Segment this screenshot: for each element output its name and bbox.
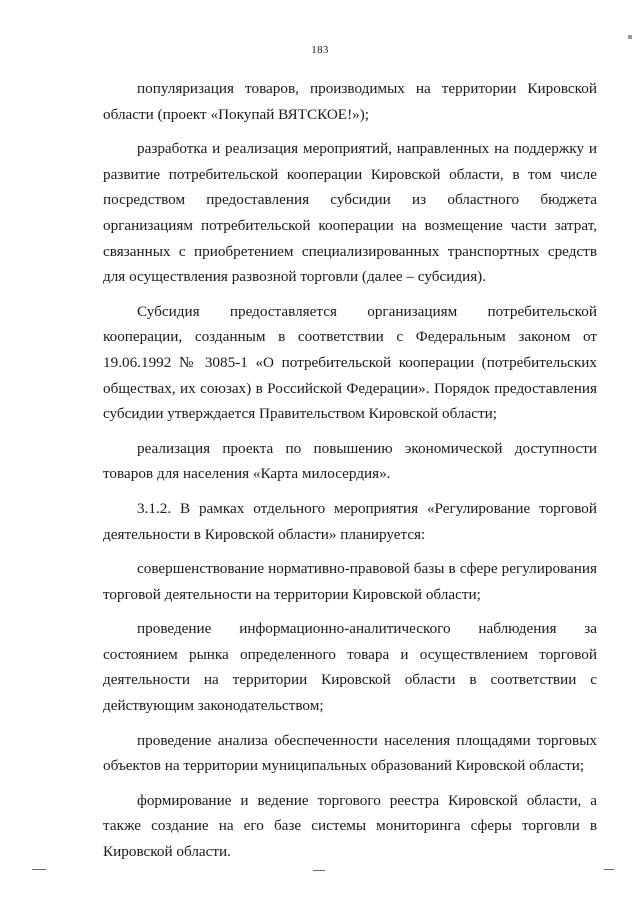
- paragraph-market-monitoring: проведение информационно-аналитического наблюдения за состоянием рынка определенного товара и осуществлением торговой деятельности на территории Кировской области в соответствии с действующим законодательством;: [103, 620, 597, 715]
- document-body: [103, 76, 597, 865]
- page-number: 183: [311, 44, 329, 56]
- paragraph-trade-register: формирование и ведение торгового реестра Кировской области, а также создание на его базе системы мониторинга сферы торговли в Кировской области.: [103, 791, 597, 861]
- scan-artifact: [313, 870, 325, 871]
- paragraph-mercy-card: реализация проекта по повышению экономической доступности товаров для населения «Карта милосердия».: [103, 439, 597, 483]
- scan-artifact: [628, 35, 632, 39]
- paragraph-retail-space-analysis: проведение анализа обеспеченности населения площадями торговых объектов на территории муниципальных образований Кировской области;: [103, 731, 597, 775]
- scan-artifact: [32, 869, 46, 870]
- paragraph-subsidy: Субсидия предоставляется организациям потребительской кооперации, созданным в соответствии с Федеральным законом от 19.06.1992 № 3085-1 «О потребительской кооперации (потребительских обществах, их союзах) в Российской Федерации». Порядок предоставления субсидии утверждается Правительством Кировской области;: [103, 302, 597, 423]
- paragraph-regulatory-base: совершенствование нормативно-правовой базы в сфере регулирования торговой деятельности на территории Кировской области;: [103, 560, 597, 603]
- paragraph-section-3-1-2: 3.1.2. В рамках отдельного мероприятия «Регулирование торговой деятельности в Кировской области» планируется:: [103, 499, 597, 543]
- paragraph-promotion: популяризация товаров, производимых на территории Кировской области (проект «Покупай ВЯТСКОЕ!»);: [103, 80, 597, 123]
- scan-artifact: [604, 869, 614, 870]
- paragraph-cooperation-support: разработка и реализация мероприятий, направленных на поддержку и развитие потребительской кооперации Кировской области, в том числе посредством предоставления субсидии из областного бюджета организациям потребительской кооперации на возмещение части затрат, связанных с приобретением специализированных транспортных средств для осуществления развозной торговли (далее – субсидия).: [103, 140, 597, 286]
